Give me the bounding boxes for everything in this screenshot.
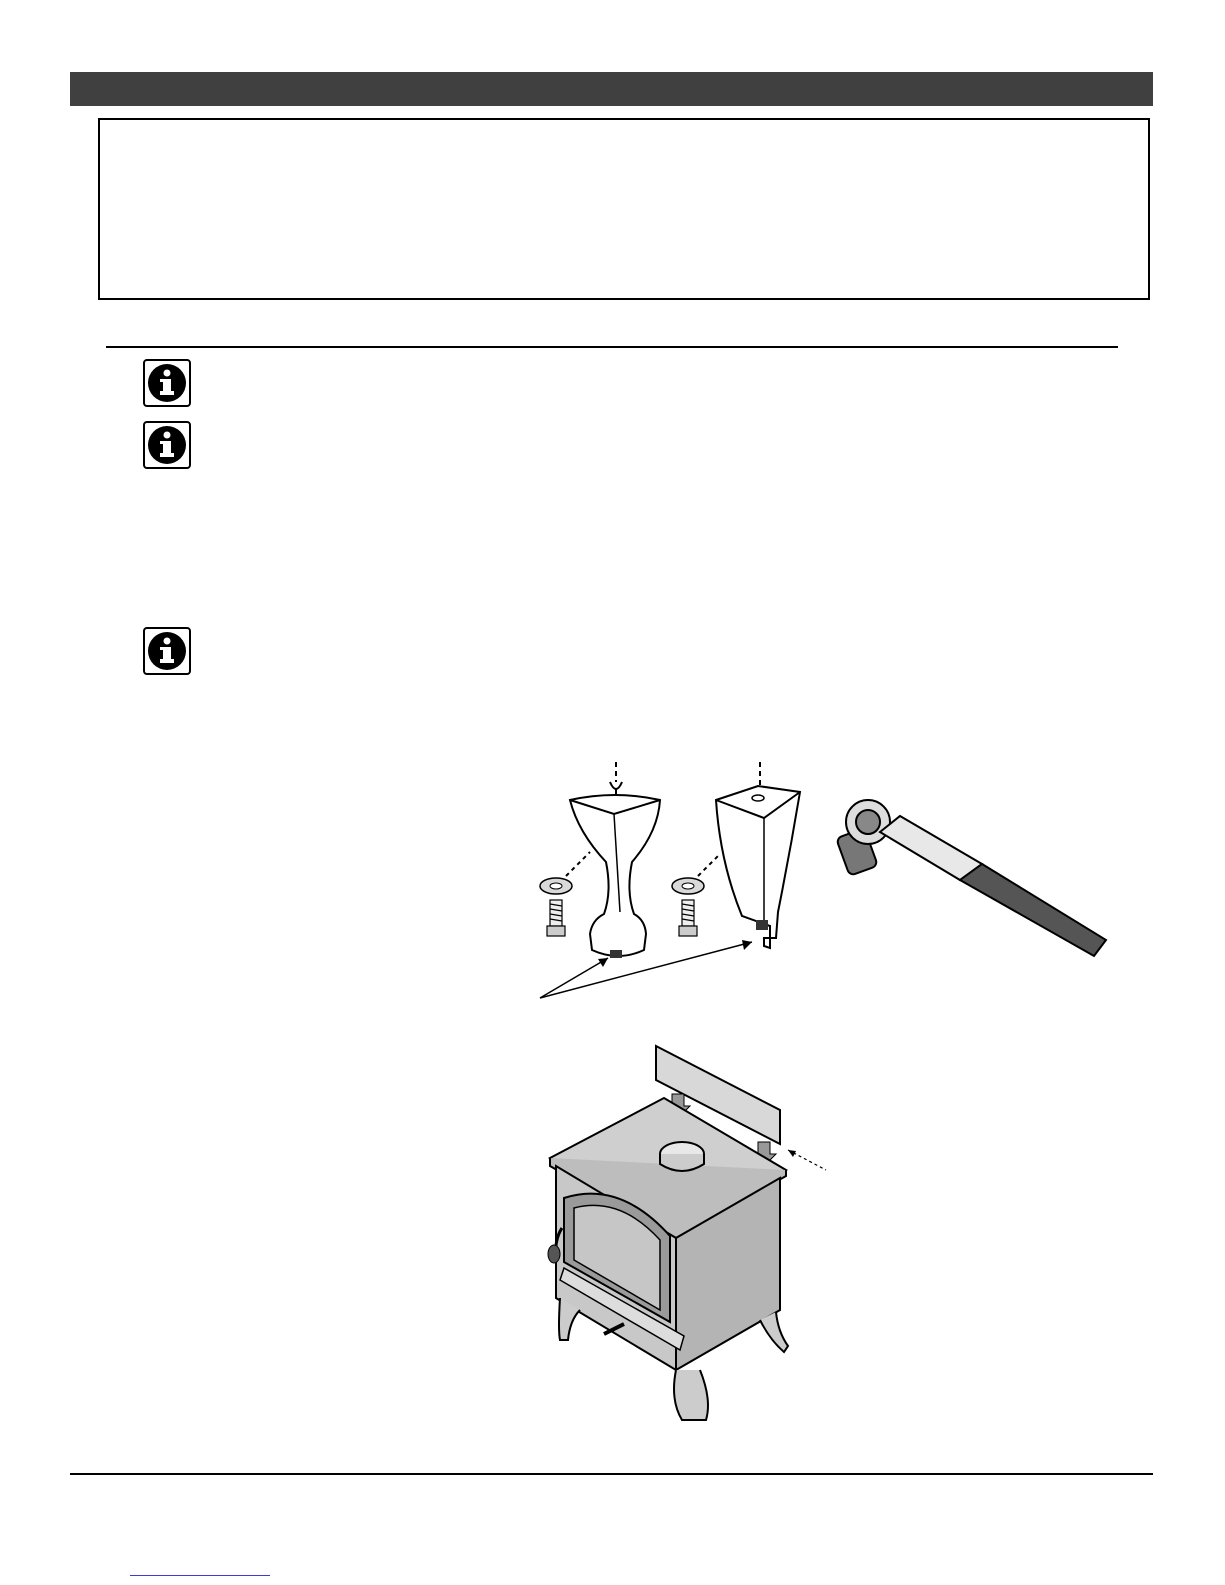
header-bar [70, 72, 1153, 106]
info-icon [143, 359, 191, 407]
stove-heat-shield-illustration [540, 1040, 840, 1425]
info-icon [143, 421, 191, 469]
footer-divider [70, 1473, 1153, 1475]
notice-box [98, 118, 1150, 300]
leg-assembly-illustration [520, 762, 1120, 1017]
section-divider [106, 346, 1118, 348]
link-underline [130, 1575, 270, 1576]
info-icon [143, 627, 191, 675]
